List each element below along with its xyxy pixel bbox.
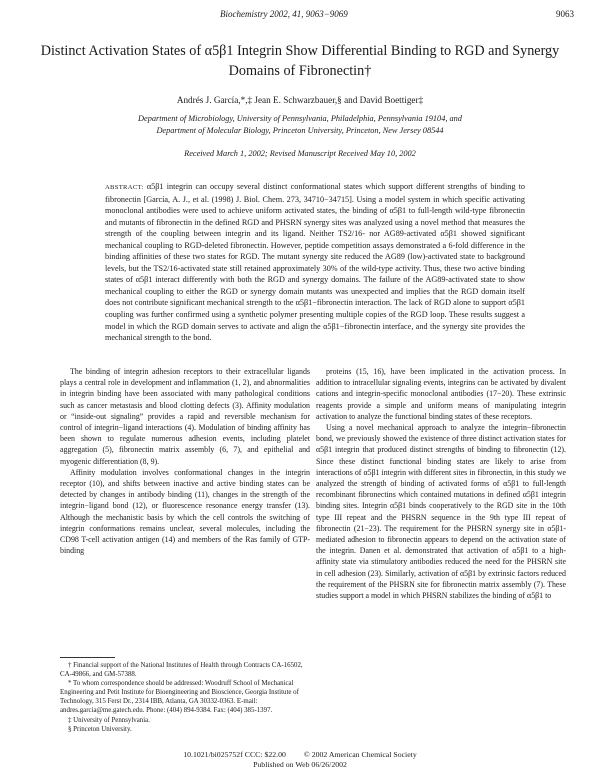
affiliation-line: Department of Microbiology, University of Pennsylvania, Philadelphia, Pennsylvania 19104, and (138, 114, 462, 123)
body-paragraph: Affinity modulation involves conformational changes in the integrin receptor (10), and shifts between inactive and active binding states can be detected by changes in antibody binding (11), changes in the strength of the integrin−ligand bond (12), or fluorescence resonance energy transfer (13). Although the mechanistic basis by which the cell controls the switching of integrin conformations remains unclear, several molecules, including the CD98 T-cell activation antigen (14) and members of the Ras family of GTP-binding (60, 467, 310, 556)
body-paragraph: Using a novel mechanical approach to analyze the integrin−fibronectin bond, we previously showed the existence of three distinct activation states for α5β1 integrin that produced distinct strengths of binding to fibronectin (12). Since these distinct functional binding states are likely to arise from interactions of α5β1 integrin with different sites in fibronectin, in this study we analyzed the strength of binding of activated forms of α5β1 to full-length recombinant fibronectins which contained mutations in defined α5β1 integrin binding sites. Integrin α5β1 binds cooperatively to the RGD site in the 10th type III repeat and the PHSRN sequence in the 9th type III repeat of fibronectin (21−23). The requirement for the PHSRN synergy site in α5β1-mediated adhesion to fibronectin appears to depend on the activation state of the integrin. Danen et al. demonstrated that activation of α5β1 to a high-affinity state via stimulatory antibodies reduced the need for the PHSRN site in cell adhesion (23). Similarly, activation of α5β1 by extrinsic factors reduced the requirement of the PHSRN site for fibronectin matrix assembly (7). These studies support a model in which PHSRN stabilizes the binding of α5β1 to (316, 423, 566, 601)
affiliations (30, 113, 570, 136)
footer-line (0, 750, 600, 760)
author-list: Andrés J. García,*,‡ Jean E. Schwarzbauer,§ and David Boettiger‡ (176, 95, 424, 105)
journal-citation: Biochemistry 2002, 41, 9063−9069 (220, 9, 348, 19)
footnote: † Financial support of the National Institutes of Health through Contracts CA-16502, CA-49866, and GM-57388. (60, 662, 303, 679)
abstract-label: ABSTRACT: (105, 184, 144, 191)
abstract (105, 181, 525, 344)
body-paragraph: The binding of integrin adhesion receptors to their extracellular ligands plays a central role in development and inflammation (1, 2), and abnormalities in integrin binding have been associated with many pathological conditions such as cancer metastasis and blood clotting defects (3). Affinity modulation or “inside-out signaling” provides a rapid and reversible mechanism for control of integrin−ligand interactions (4). Modulation of binding affinity has been shown to regulate numerous adhesion events, including platelet aggregation (5), fibronectin matrix assembly (6, 7), and epithelial and myogenic differentiation (8, 9). (60, 367, 310, 466)
footnote: ‡ University of Pennsylvania. (68, 716, 150, 724)
footnotes (60, 661, 310, 734)
published-date: Published on Web 06/26/2002 (253, 760, 347, 770)
footnote: * To whom correspondence should be addressed: Woodruff School of Mechanical Engineering and Petit Institute for Bioengineering and Bioscience, Georgia Institute of Technology, 315 Ferst Dr., 2314 IBB, Atlanta, GA 30332-0363. E-mail: andres.garcia@me.gatech.edu. Phone: (404) 894-9384. Fax: (404) 385-1397. (60, 680, 299, 715)
abstract-text: α5β1 integrin can occupy several distinct conformational states which support different strengths of binding to fibronectin [García, A. J., et al. (1998) J. Biol. Chem. 273, 34710−34715]. Using a model system in which specific activating monoclonal antibodies were used to achieve uniform activated states, the binding of α5β1 to full-length wild-type fibronectin and mutants of fibronectin in the defined RGD and PHSRN synergy sites was analyzed using a novel method that measures the strength of the coupling between integrin and its ligand. Neither TS2/16- nor AG89-activated α5β1 showed significant mechanical coupling to RGD-deleted fibronectin. However, peptide competition assays demonstrated a 6-fold difference in the binding affinities of these two states for RGD. The mutant synergy site reduced the AG89 (low)-activated state to background levels, but the TS2/16-activated state still retained approximately 30% of the wild-type activity. Thus, these two active binding states of α5β1 interact differently with both the RGD and synergy domains. The failure of the AG89-activated state to show mechanical coupling to either the RGD or synergy domain mutants was unexpected and implies that the RGD domain itself does not contribute significant mechanical strength to the α5β1−fibronectin interaction. The lack of RGD alone to support α5β1 coupling was further confirmed using a synthetic polymer presenting multiple copies of the RGD loop. These results suggest a model in which the RGD domain serves to activate and align the α5β1−fibronectin interface, and the synergy site provides the mechanical strength to the bond. (105, 182, 526, 343)
doi-text: 10.1021/bi025752f CCC: $22.00 (183, 750, 286, 759)
page-number: 9063 (556, 9, 574, 19)
body-paragraph: proteins (15, 16), have been implicated in the activation process. In addition to intracellular signaling events, integrins can be activated by divalent cations and integrin-specific monoclonal antibodies (17−20). These extrinsic reagents provide a simple and uniform means of manipulating integrin activation to analyze the functional binding states of these receptors. (316, 367, 566, 421)
footnote: § Princeton University. (68, 725, 132, 733)
body-column-right (316, 366, 566, 601)
body-column-left (60, 366, 310, 556)
copyright-text: © 2002 American Chemical Society (303, 750, 417, 759)
affiliation-line: Department of Molecular Biology, Princeton University, Princeton, New Jersey 08544 (156, 125, 444, 135)
page-footer (0, 750, 600, 770)
article-title: Distinct Activation States of α5β1 Integrin Show Differential Binding to RGD and Synergy Domains of Fibronectin† (40, 43, 560, 79)
footnote-divider (60, 657, 115, 658)
received-dates: Received March 1, 2002; Revised Manuscript Received May 10, 2002 (184, 149, 416, 158)
